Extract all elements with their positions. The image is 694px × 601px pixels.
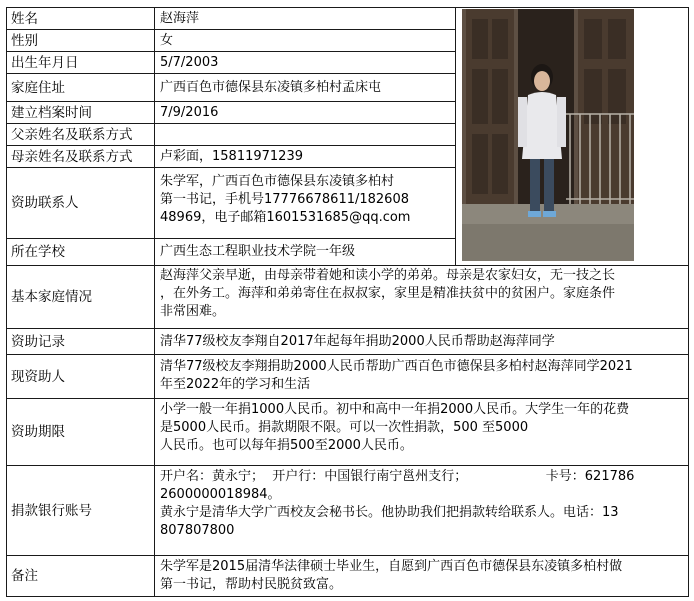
value-father xyxy=(157,124,455,145)
value-note xyxy=(157,558,687,596)
label-file-date: 建立档案时间 xyxy=(11,104,92,121)
grid-line xyxy=(688,7,689,597)
grid-line xyxy=(154,7,155,597)
label-address: 家庭住址 xyxy=(11,79,65,96)
label-period: 资助期限 xyxy=(11,424,65,440)
value-current xyxy=(157,358,687,398)
value-file-date: 7/9/2016 xyxy=(160,104,219,120)
label-gender: 性别 xyxy=(11,32,38,49)
value-school: 广西生态工程职业技术学院一年级 xyxy=(160,244,356,259)
label-father: 父亲姓名及联系方式 xyxy=(11,126,133,143)
label-mother: 母亲姓名及联系方式 xyxy=(11,148,133,165)
value-birth: 5/7/2003 xyxy=(160,54,219,70)
value-bank xyxy=(157,468,687,554)
label-bank: 捐款银行账号 xyxy=(11,502,92,519)
period-line: 人民币。也可以每年捐500至2000人民币。 xyxy=(160,438,413,453)
family-line: ，在外务工。海萍和弟弟寄住在叔叔家，家里是精准扶贫中的贫困户。家庭条件 xyxy=(160,286,616,301)
note-line: 第一书记，帮助村民脱贫致富。 xyxy=(160,577,343,592)
label-name: 姓名 xyxy=(11,10,38,27)
value-mother: 卢彩面，15811971239 xyxy=(160,148,303,164)
label-contact: 资助联系人 xyxy=(11,195,79,211)
student-photo-icon xyxy=(462,9,634,261)
family-line: 非常困难。 xyxy=(160,304,226,319)
period-line: 是5000人民币。捐款期限不限。可以一次性捐款，500 至5000 xyxy=(160,420,529,435)
label-record: 资助记录 xyxy=(11,333,65,350)
family-line: 赵海萍父亲早逝，由母亲带着她和读小学的弟弟。母亲是农家妇女，无一技之长 xyxy=(160,268,616,283)
value-family xyxy=(157,267,687,327)
contact-line: 朱学军，广西百色市德保县东凌镇多柏村 xyxy=(160,174,395,189)
grid-line xyxy=(455,7,456,266)
bank-line: 2600000018984。 xyxy=(160,487,281,502)
grid-line xyxy=(6,7,7,597)
period-line: 小学一般一年捐1000人民币。初中和高中一年捐2000人民币。大学生一年的花费 xyxy=(160,402,630,417)
label-birth: 出生年月日 xyxy=(11,54,79,71)
value-period xyxy=(157,401,687,463)
value-record: 清华77级校友李翔自2017年起每年捐助2000人民币帮助赵海萍同学 xyxy=(160,333,555,349)
label-current: 现资助人 xyxy=(11,368,65,385)
value-name: 赵海萍 xyxy=(160,10,200,26)
bank-line: 开户名：黄永宁； 开户行：中国银行南宁邕州支行； 卡号：621786 xyxy=(160,469,635,484)
label-school: 所在学校 xyxy=(11,244,65,260)
value-contact xyxy=(157,173,455,235)
label-note: 备注 xyxy=(11,568,38,584)
value-gender: 女 xyxy=(160,32,174,48)
label-family: 基本家庭情况 xyxy=(11,289,92,305)
current-line: 清华77级校友李翔捐助2000人民币帮助广西百色市德保县多柏村赵海萍同学2021 xyxy=(160,359,633,374)
value-address: 广西百色市德保县东凌镇多柏村孟床屯 xyxy=(160,79,382,95)
note-line: 朱学军是2015届清华法律硕士毕业生，自愿到广西百色市德保县东凌镇多柏村做 xyxy=(160,559,623,574)
student-photo xyxy=(462,9,634,261)
bank-line: 黄永宁是清华大学广西校友会秘书长。他协助我们把捐款转给联系人。电话：13 xyxy=(160,505,619,520)
bank-line: 807807800 xyxy=(160,523,235,538)
grid-line xyxy=(6,596,689,597)
contact-line: 第一书记，手机号17776678611/182608 xyxy=(160,192,409,207)
contact-line: 48969，电子邮箱1601531685@qq.com xyxy=(160,210,411,225)
current-line: 年至2022年的学习和生活 xyxy=(160,377,311,392)
